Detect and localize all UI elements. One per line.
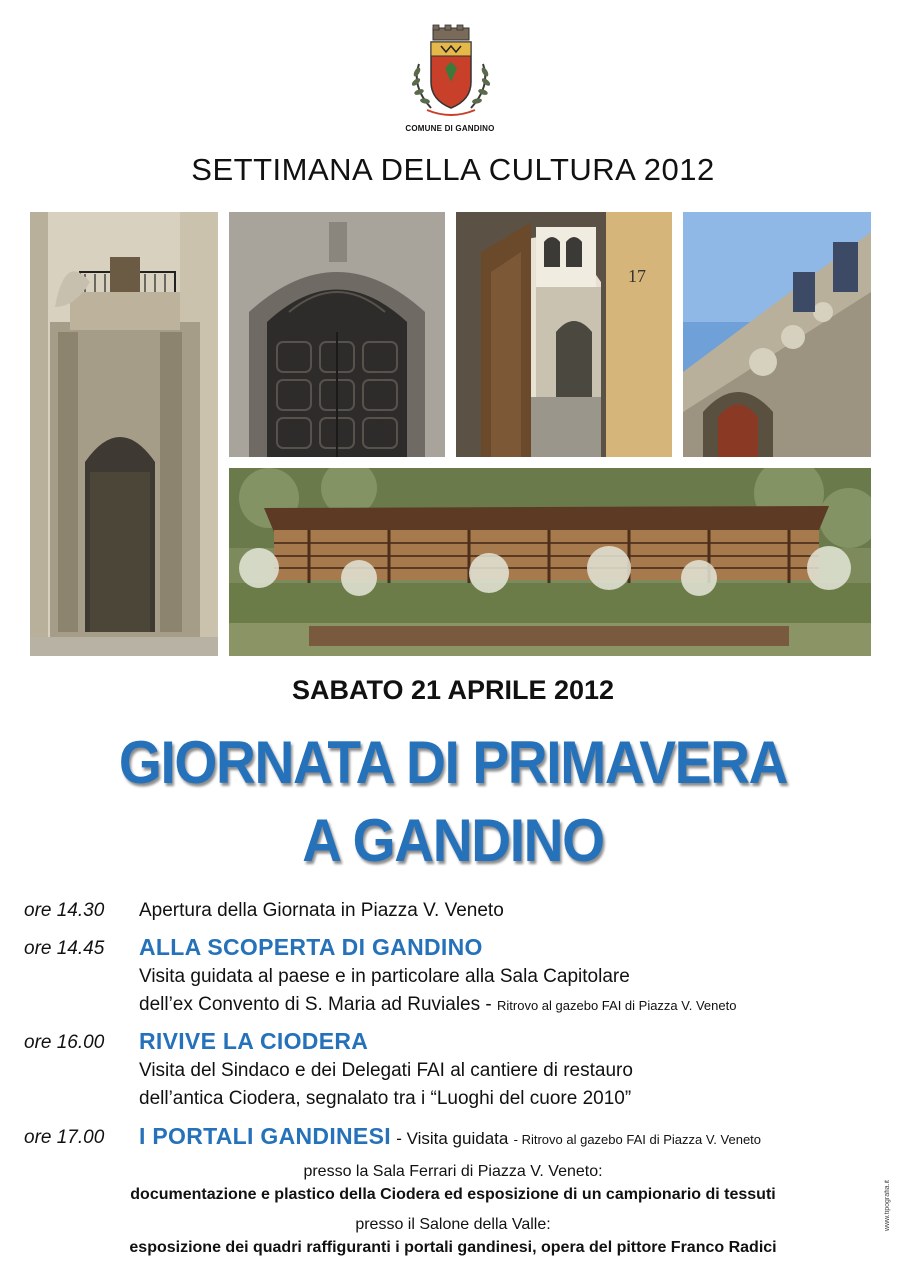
schedule-time: ore 14.30 [24,900,105,921]
event-date: SABATO 21 APRILE 2012 [291,675,615,705]
schedule-activity-title: I PORTALI GANDINESI [139,1123,391,1149]
exhibit-venue: presso il Salone della Valle: [355,1216,551,1233]
schedule-activity-detail [139,994,736,1016]
event-title-line1: GIORNATA DI PRIMAVERA [118,729,788,796]
event-series-title: SETTIMANA DELLA CULTURA 2012 [191,152,715,187]
event-title-line2: A GANDINO [302,807,604,874]
archway-courtyard-photo [456,212,672,457]
palace-portal-photo [30,212,218,656]
activity-suffix: - Visita guidata [396,1129,509,1148]
exhibit-description: documentazione e plastico della Ciodera ed esposizione di un campionario di tessuti [130,1186,776,1203]
wooden-door-photo [229,212,445,457]
ciodera-building-photo [229,468,871,656]
schedule-activity-detail: Visita guidata al paese e in particolare alla Sala Capitolare [139,966,630,987]
schedule-activity [139,1123,761,1150]
detail-text: dell’ex Convento di S. Maria ad Ruviales - [139,994,492,1015]
schedule-activity: Apertura della Giornata in Piazza V. Veneto [139,900,504,921]
schedule-activity-title: ALLA SCOPERTA DI GANDINO [139,934,483,960]
schedule-time: ore 16.00 [24,1032,105,1053]
schedule-activity-detail: Visita del Sindaco e dei Delegati FAI al cantiere di restauro [139,1060,633,1081]
printer-credit: www.tipografia.it [884,1180,891,1231]
svg-text:17: 17 [628,266,646,286]
schedule-time: ore 14.45 [24,938,105,959]
meeting-point-note: Ritrovo al gazebo FAI di Piazza V. Veneto [497,998,737,1013]
baroque-facade-photo [683,212,871,457]
exhibit-description: esposizione dei quadri raffiguranti i portali gandinesi, opera del pittore Franco Radici [129,1239,777,1256]
schedule-activity-title: RIVIVE LA CIODERA [139,1028,369,1054]
municipal-crest-icon [405,24,497,120]
municipality-label: COMUNE DI GANDINO [405,124,495,133]
schedule-time: ore 17.00 [24,1127,105,1148]
schedule-activity-detail: dell’antica Ciodera, segnalato tra i “Luoghi del cuore 2010” [139,1088,632,1109]
exhibit-venue: presso la Sala Ferrari di Piazza V. Veneto: [303,1163,603,1180]
meeting-point-note: - Ritrovo al gazebo FAI di Piazza V. Veneto [513,1132,762,1147]
